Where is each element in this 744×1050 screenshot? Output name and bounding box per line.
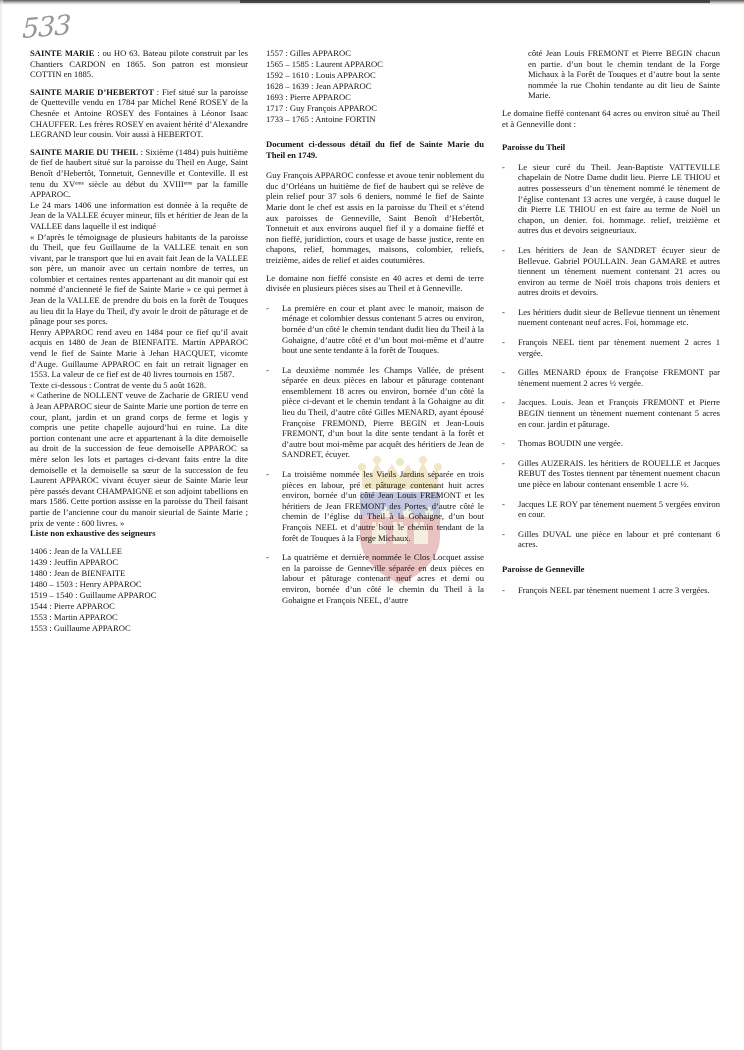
- tenement-description: Thomas BOUDIN une vergée.: [518, 438, 623, 449]
- dash-bullet: -: [502, 438, 505, 449]
- list-item: 1565 – 1585 : Laurent APPAROC: [266, 59, 383, 69]
- list-item: [502, 499, 720, 520]
- dash-bullet: -: [266, 302, 269, 313]
- entry-body: : Sixième (1484) puis huitième de fief de haubert situé sur la paroisse du Theil en Auge, Saint Benoît d’Hebertôt, Tonnetuit, Genneville et Conteville. Il est tenu du XVᵉᵐᵉ siècle au début du XVIIIᵉᵐᵉ par la famille APPAROC.: [30, 146, 248, 200]
- list-item: 1693 : Pierre APPAROC: [266, 92, 351, 102]
- list-item: [266, 552, 484, 605]
- tenement-description: François NEEL par tènement nuement 1 acre 3 vergées.: [518, 584, 710, 595]
- dash-bullet: -: [502, 528, 505, 539]
- tenement-description: Jacques LE ROY par tènement nuement 5 vergées environ en cour.: [518, 498, 720, 520]
- seigneurs-list: [30, 546, 248, 634]
- dash-bullet: -: [502, 161, 505, 172]
- list-item: 1553 : Guillaume APPAROC: [30, 622, 131, 633]
- dash-bullet: -: [502, 244, 505, 255]
- list-item: 1480 – 1503 : Henry APPAROC: [30, 578, 142, 589]
- list-item: [502, 397, 720, 429]
- scan-edge-dark-band: [240, 0, 710, 3]
- list-item: [266, 303, 484, 356]
- paragraph-guy-francois-apparoc: Guy François APPAROC confesse et avoue tenir noblement du duc d’Orléans un huitième de fief de haubert qui se relève de plein relief pour 37 sols 6 deniers, nommé le fief de Sainte Marie dont le chef est assis en la paroisse du Theil et s’étend aux paroisses de Genneville, Saint Benoît d’Hebertôt, Tonnetuit et aux environs auquel fief il y a domaine fieffé et non fieffé, juridiction, cours et usage de basse justice, rente en chapons, relief, hommages, maisons, colombier, reliefs, treizième, aides de relief et aides coutumières.: [266, 170, 484, 265]
- list-item: 1628 – 1639 : Jean APPAROC: [266, 81, 372, 91]
- paragraph-continuation: côté Jean Louis FREMONT et Pierre BEGIN chacun en partie. d’un bout le chemin tendant de la Forge Michaux à la Forêt de Touques et d’autre bout la sente nommée la rue Chohin tendante au dit lieu de Sainte Marie.: [528, 48, 720, 101]
- dash-bullet: -: [266, 552, 269, 563]
- list-item: [502, 585, 720, 596]
- paragraph-texte-ci-dessous: Texte ci-dessous : Contrat de vente du 5 août 1628.: [30, 379, 207, 390]
- list-item: [502, 367, 720, 388]
- list-item: [502, 245, 720, 298]
- tenement-description: Le sieur curé du Theil. Jean-Baptiste VATTEVILLE chapelain de Notre Dame dudit lieu. Pierre LE THIOU et autres possesseurs d’un tènement nommé le tènement de l’église contenant 13 acres une vergée, à cause duquel le dit Pierre LE THIOU en est faire au terme de Noël un chapon, un denier. foi. hommage. relief, treizième et autres dus et devoirs seigneuriaux.: [518, 161, 720, 236]
- list-item: 1717 : Guy François APPAROC: [266, 103, 377, 113]
- list-item: [266, 365, 484, 460]
- paragraph-henry-apparoc: Henry APPAROC rend aveu en 1484 pour ce fief qu’il avait acquis en 1480 de Jean de BIENFAITE. Martin APPAROC vend le fief de Sainte Marie à Jehan HACQUET, vicomte d’Auge. Guillaume APPAROC en fait un retrait lignager en 1553. La valeur de ce fief est de 40 livres tournois en 1587.: [30, 326, 248, 380]
- middle-column: [266, 48, 484, 634]
- list-item: [502, 458, 720, 490]
- paragraph-domaine-non-fieffe: Le domaine non fieffé consiste en 40 acres et demi de terre divisée en plusieurs pièces sises au Theil et à Genneville.: [266, 272, 484, 294]
- list-item: 1406 : Jean de la VALLEE: [30, 545, 123, 556]
- dash-bullet: -: [502, 498, 505, 509]
- right-column: [502, 48, 720, 634]
- piece-description: La première en cour et plant avec le manoir, maison de ménage et colombier dessus contenant 5 acres ou environ, bornée d’un côté le chemin tendant dudit lieu du Theil à la Gohaigne, d’autre côté et d’un bout moi-même et d’autre bout une sente tendante à la forêt de Touques.: [282, 302, 484, 356]
- piece-description: La quatrième et dernière nommée le Clos Locquet assise en la paroisse de Genneville séparée en deux pièces en labour et pâturage contenant neuf acres et demi ou environ, bornée d’un côté le chemin du Theil à la Gohaigne et François NEEL, d’autre: [282, 552, 484, 605]
- document-heading: Document ci-dessous détail du fief de Sainte Marie du Theil en 1749.: [266, 139, 484, 160]
- list-item: [502, 162, 720, 236]
- tenement-description: Gilles DUVAL une pièce en labour et pré contenant 6 acres.: [518, 528, 720, 550]
- list-item: [502, 337, 720, 358]
- entry-title: SAINTE MARIE DU THEIL: [30, 146, 139, 157]
- left-column: [30, 48, 248, 634]
- list-item: [502, 307, 720, 328]
- tenement-description: Les héritiers de Jean de SANDRET écuyer sieur de Bellevue. Gabriel POULLAIN. Jean GAMARE et autres tiennent un tènement nuement contenant 21 acres ou environ au terme de Noël trois chapons trois deniers et autres droits et devoirs.: [518, 244, 720, 298]
- entry-body: : Fief situé sur la paroisse de Quetteville vendu en 1784 par Michel René ROSEY de la Chesnée et Antoine ROSEY des Fontaines à Léonor Isaac CHAUFFER. Les frères ROSEY en avaient hérité d’Alexandre LEGRAND leur cousin. Voir aussi à HEBERTOT.: [30, 86, 248, 140]
- entry-sainte-marie: [30, 48, 248, 80]
- paragraph-temoignage: « D’après le témoignage de plusieurs habitants de la paroisse du Theil, que feu Guillaume de la VALLEE tenait en son vivant, par le transport que lui en avait fait Jean de la VALLEE son père, un manoir avec un certain nombre de terres, un colombier et certaines rentes appartenant au dit manoir qui est nommé d’ancienneté le fief de Sainte Marie » ce qui permet à Jean de la VALLEE de prendre du bois en la forêt de Touques au lieu dit la Haye du Theil, d'y avoir le droit de pâturage et de pânage pour ses porcs.: [30, 231, 248, 327]
- dash-bullet: -: [266, 469, 269, 480]
- list-item: 1519 – 1540 : Guillaume APPAROC: [30, 589, 157, 600]
- list-item: 1557 : Gilles APPAROC: [266, 48, 351, 58]
- dash-bullet: -: [502, 397, 505, 408]
- paragraph-domaine-fieffe: Le domaine fieffé contenant 64 acres ou environ situé au Theil et à Genneville dont :: [502, 107, 720, 129]
- three-column-layout: [30, 48, 720, 634]
- entry-sainte-marie-du-theil: [30, 147, 248, 200]
- list-item: 1733 – 1765 : Antoine FORTIN: [266, 114, 376, 124]
- tenement-description: Jacques. Louis. Jean et François FREMONT et Pierre BEGIN tiennent un tènement nuement contenant 5 acres en cour. jardin et pâturage.: [518, 397, 720, 429]
- dash-bullet: -: [502, 457, 505, 468]
- entry-title: SAINTE MARIE: [30, 48, 95, 58]
- handwritten-page-number: 533: [21, 9, 71, 46]
- piece-description: La troisième nommée les Vieils Jardins séparée en trois pièces en labour, pré et pâturage contenant huit acres environ, bornée d’un côté Jean Louis FREMONT et les héritiers de Jean FREMONT des Portes, d’autre côté le chemin de l’église du Theil à la Gohaigne, d’un bout François NEEL et d’autre bout le chemin tendant de la forêt de Touques à la Forge Michaux.: [282, 469, 484, 543]
- dash-bullet: -: [502, 367, 505, 378]
- paragraph-1406-information: Le 24 mars 1406 une information est donnée à la requête de Jean de la VALLEE écuyer mineur, fils et héritier de Jean de la VALLEE dans laquelle il est indiqué: [30, 199, 248, 231]
- tenement-description: Gilles MENARD époux de Françoise FREMONT par tènement nuement 2 acres ½ vergée.: [518, 367, 720, 388]
- paroisse-theil-heading: Paroisse du Theil: [502, 142, 566, 153]
- seigneurs-heading: Liste non exhaustive des seigneurs: [30, 528, 156, 539]
- piece-description: La deuxième nommée les Champs Vallée, de présent séparée en deux pièces en labour et pâturage contenant ensemblement 18 acres ou environ, bornée d’un côté la pièce ci-devant et le chemin tendant à la Gohaigne au dit lieu du Theil, d’autre côté Gilles MENARD, ayant épousé Françoise FREMOND, Pierre BEGIN et Jean-Louis FREMONT, d’un bout la dite sente tendant à la forêt et d’autre bout moi-même par acquêt des héritiers de Jean de SANDRET, écuyer.: [282, 364, 484, 460]
- paragraph-catherine-nollent: « Catherine de NOLLENT veuve de Zacharie de GRIEU vend à Jean APPAROC sieur de Sainte Marie une portion de terre en cour, plant, jardin et un grand corps de ferme et logis y compris une petite chapelle aujourd’hui en ruine. La dite portion contenant une acre et appartenant à la dite demoiselle au droit de la succession de feue demoiselle APPAROC sa mère selon les lots et partages ci-devant faits entre la dite demoiselle et la demoiselle sa sœur de la succession de feu Laurent APPAROC vivant écuyer sieur de Sainte Marie leur père passés devant CHAMPAIGNE et son adjoint tabellions en mars 1586. Cette portion assisse en la paroisse du Theil faisant partie de l’ancienne cour du manoir sieurial de Sainte Marie ; prix de vente : 600 livres. »: [30, 390, 248, 528]
- list-item: 1439 : Jeuffin APPAROC: [30, 556, 119, 567]
- entry-title: SAINTE MARIE D’HEBERTOT: [30, 86, 154, 97]
- tenement-description: François NEEL tient par tènement nuement 2 acres 1 vergée.: [518, 337, 720, 358]
- list-item: [502, 438, 720, 449]
- entry-body: : ou HO 63. Bateau pilote construit par les Chantiers CARDON en 1865. Son patron est monsieur COTTIN en 1885.: [30, 48, 249, 80]
- list-item: [266, 469, 484, 543]
- scan-left-edge: [0, 0, 3, 1050]
- list-item: [502, 529, 720, 550]
- paroisse-genneville-heading: Paroisse de Genneville: [502, 563, 585, 574]
- tenement-description: Les héritiers dudit sieur de Bellevue tiennent un tènement nuement contenant neuf acres. Foi, hommage etc.: [518, 306, 720, 328]
- dash-bullet: -: [502, 584, 505, 595]
- seigneurs-list-continued: [266, 48, 484, 125]
- list-item: 1480 : Jean de BIENFAITE: [30, 567, 126, 578]
- tenement-description: Gilles AUZERAIS. les héritiers de ROUELLE et Jacques REBUT des Tostes tiennent par tènement nuement chacun une pièce en labour contenant ensemble 1 acre ½.: [518, 457, 720, 489]
- dash-bullet: -: [502, 337, 505, 348]
- dash-bullet: -: [502, 306, 505, 317]
- dash-bullet: -: [266, 364, 269, 375]
- list-item: 1544 : Pierre APPAROC: [30, 600, 115, 611]
- list-item: 1553 : Martin APPAROC: [30, 611, 118, 622]
- entry-sainte-marie-hebertot: [30, 87, 248, 140]
- list-item: 1592 – 1610 : Louis APPAROC: [266, 70, 376, 80]
